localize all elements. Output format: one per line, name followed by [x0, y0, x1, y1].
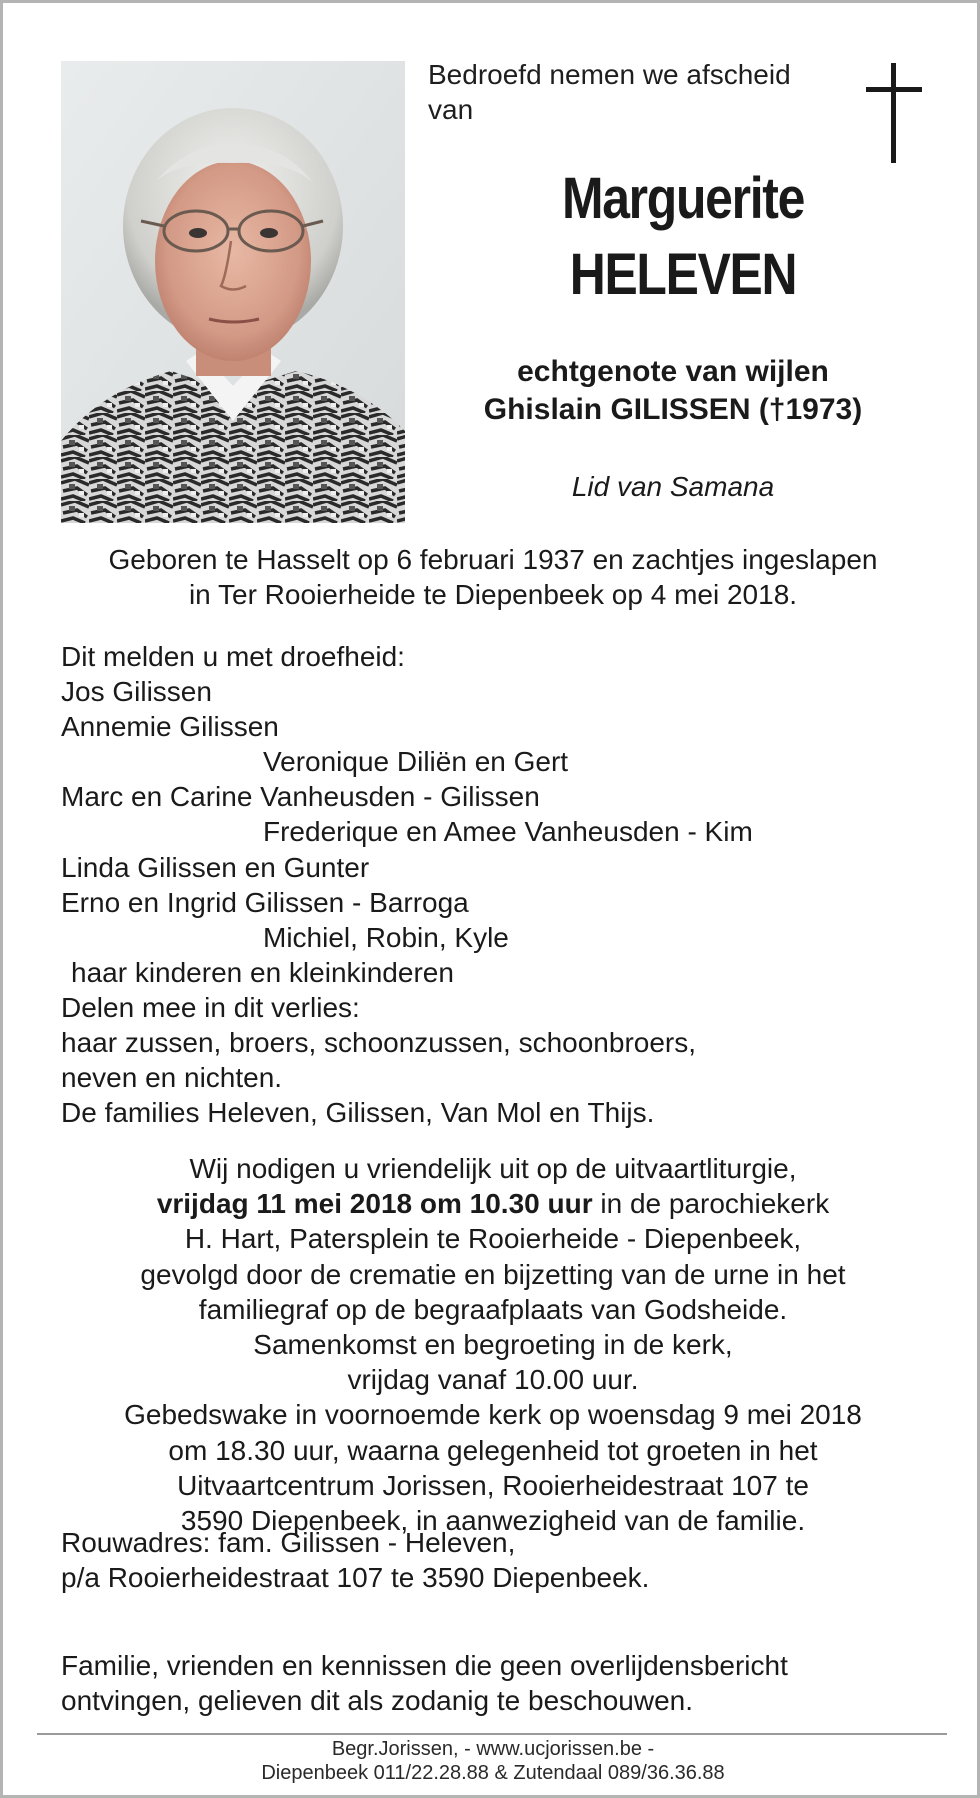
notice-line: Familie, vrienden en kennissen die geen overlijdensbericht — [61, 1650, 788, 1681]
funeral-line: Gebedswake in voornoemde kerk op woensdag 9 mei 2018 — [124, 1399, 862, 1431]
family-line: De families Heleven, Gilissen, Van Mol en Thijs. — [61, 1097, 655, 1129]
birth-line: Geboren te Hasselt op 6 februari 1937 en zachtjes ingeslapen — [108, 544, 878, 575]
intro-text — [428, 57, 848, 127]
address-line: p/a Rooierheidestraat 107 te 3590 Diepenbeek. — [61, 1562, 650, 1593]
portrait-image — [61, 61, 405, 523]
intro-line: Bedroefd nemen we afscheid — [428, 59, 791, 90]
funeral-line: 3590 Diepenbeek, in aanwezigheid van de familie. — [180, 1505, 806, 1537]
family-list — [61, 639, 941, 1130]
funeral-line: Uitvaartcentrum Jorissen, Rooierheidestraat 107 te — [177, 1469, 809, 1501]
death-line: in Ter Rooierheide te Diepenbeek op 4 mei 2018. — [188, 579, 798, 610]
intro-line: van — [428, 94, 474, 125]
portrait-photo — [61, 61, 405, 523]
last-name: HELEVEN — [569, 242, 797, 307]
cross-icon — [866, 63, 922, 163]
notice-text — [61, 1648, 941, 1718]
membership: Lid van Samana — [571, 471, 775, 502]
funeral-line: gevolgd door de crematie en bijzetting van de urne in het — [140, 1258, 846, 1290]
funeral-line: Wij nodigen u vriendelijk uit op de uitvaartliturgie, — [189, 1153, 797, 1184]
family-line: Dit melden u met droefheid: — [61, 641, 405, 672]
family-line: Michiel, Robin, Kyle — [263, 921, 509, 953]
funeral-line: Samenkomst en begroeting in de kerk, — [253, 1329, 733, 1361]
footer-divider — [37, 1733, 947, 1735]
family-line: Erno en Ingrid Gilissen - Barroga — [61, 886, 469, 918]
funeral-line: familiegraf op de begraafplaats van Godsheide. — [198, 1293, 788, 1325]
family-line: Delen mee in dit verlies: — [61, 991, 360, 1023]
family-line: neven en nichten. — [61, 1062, 283, 1094]
family-line: haar kinderen en kleinkinderen — [71, 956, 454, 988]
funeral-info — [33, 1151, 953, 1538]
family-line: Annemie Gilissen — [61, 711, 279, 743]
footer-line: Diepenbeek 011/22.28.88 & Zutendaal 089/36.36.88 — [261, 1762, 725, 1784]
footer-line: Begr.Jorissen, - www.ucjorissen.be - — [331, 1738, 655, 1760]
address-line: Rouwadres: fam. Gilissen - Heleven, — [61, 1527, 516, 1558]
family-line: Jos Gilissen — [61, 676, 212, 708]
spouse-info — [423, 353, 923, 429]
deceased-name — [468, 161, 898, 313]
family-line: Frederique en Amee Vanheusden - Kim — [263, 816, 753, 848]
birth-death-info — [33, 542, 953, 612]
notice-line: ontvingen, gelieven dit als zodanig te beschouwen. — [61, 1685, 693, 1716]
family-line: Linda Gilissen en Gunter — [61, 851, 370, 883]
funeral-date-line — [33, 1186, 953, 1221]
family-line: Marc en Carine Vanheusden - Gilissen — [61, 781, 540, 813]
family-line: haar zussen, broers, schoonzussen, schoonbroers, — [61, 1027, 697, 1059]
spouse-line: echtgenote van wijlen — [517, 355, 829, 388]
first-name: Marguerite — [561, 166, 805, 231]
mourning-address — [61, 1525, 941, 1595]
funeral-home-footer — [33, 1737, 953, 1785]
funeral-line: om 18.30 uur, waarna gelegenheid tot groeten in het — [168, 1434, 818, 1466]
funeral-line: H. Hart, Patersplein te Rooierheide - Diepenbeek, — [184, 1223, 802, 1255]
funeral-date: vrijdag 11 mei 2018 om 10.30 uur — [156, 1188, 593, 1220]
family-line: Veronique Diliën en Gert — [263, 746, 569, 778]
funeral-line: vrijdag vanaf 10.00 uur. — [347, 1364, 639, 1396]
spouse-line: Ghislain GILISSEN (†1973) — [483, 393, 863, 426]
funeral-location: in de parochiekerk — [592, 1188, 830, 1220]
